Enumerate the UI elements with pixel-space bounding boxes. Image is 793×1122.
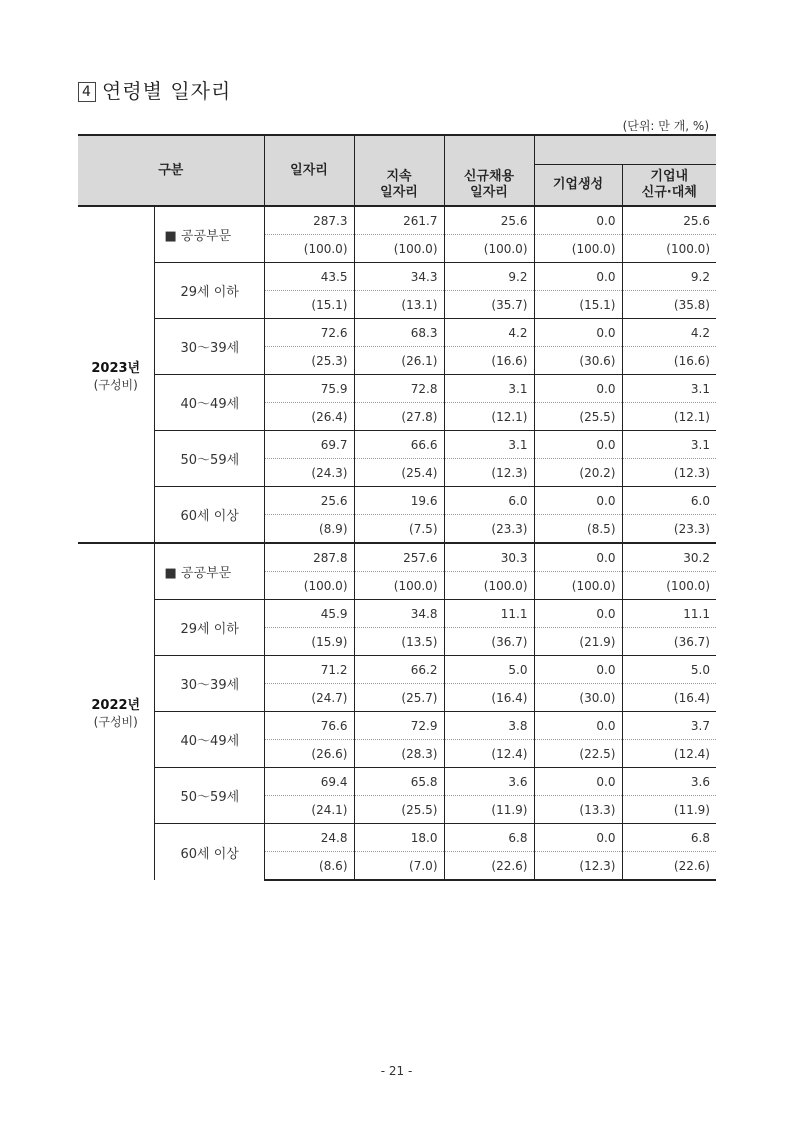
share-cell: (25.5) (354, 796, 444, 824)
value-cell: 287.3 (264, 206, 354, 235)
share-cell: (26.1) (354, 347, 444, 375)
value-cell: 72.8 (354, 375, 444, 403)
table-row (78, 487, 716, 515)
table-row (78, 375, 716, 403)
value-cell: 66.6 (354, 431, 444, 459)
value-cell: 76.6 (264, 712, 354, 740)
value-cell: 0.0 (534, 600, 622, 628)
value-cell: 0.0 (534, 824, 622, 852)
value-cell: 0.0 (534, 768, 622, 796)
share-cell: (36.7) (444, 628, 534, 656)
table-body (78, 206, 716, 880)
share-cell: (100.0) (534, 572, 622, 600)
value-cell: 71.2 (264, 656, 354, 684)
share-cell: (100.0) (444, 235, 534, 263)
value-cell: 0.0 (534, 543, 622, 572)
value-cell: 3.8 (444, 712, 534, 740)
value-cell: 4.2 (622, 319, 716, 347)
value-cell: 0.0 (534, 712, 622, 740)
row-label: 30～39세 (154, 319, 264, 375)
table-row (78, 206, 716, 235)
share-cell: (25.4) (354, 459, 444, 487)
value-cell: 0.0 (534, 431, 622, 459)
share-cell: (100.0) (444, 572, 534, 600)
header-intra-line2: 신규·대체 (641, 185, 697, 200)
value-cell: 3.1 (444, 431, 534, 459)
value-cell: 0.0 (534, 656, 622, 684)
share-cell: (27.8) (354, 403, 444, 431)
share-cell: (100.0) (534, 235, 622, 263)
value-cell: 30.2 (622, 543, 716, 572)
value-cell: 72.6 (264, 319, 354, 347)
header-jobs: 일자리 (264, 135, 354, 206)
share-cell: (36.7) (622, 628, 716, 656)
value-cell: 34.8 (354, 600, 444, 628)
share-cell: (12.4) (622, 740, 716, 768)
row-label: 30～39세 (154, 656, 264, 712)
value-cell: 75.9 (264, 375, 354, 403)
value-cell: 68.3 (354, 319, 444, 347)
row-label: ■ 공공부문 (154, 543, 264, 600)
share-cell: (16.6) (622, 347, 716, 375)
row-label: 60세 이상 (154, 487, 264, 544)
value-cell: 34.3 (354, 263, 444, 291)
share-cell: (8.9) (264, 515, 354, 544)
share-cell: (13.3) (534, 796, 622, 824)
year-cell (78, 543, 154, 880)
value-cell: 3.1 (444, 375, 534, 403)
value-cell: 9.2 (444, 263, 534, 291)
value-cell: 9.2 (622, 263, 716, 291)
section-title-text: 연령별 일자리 (102, 79, 232, 103)
value-cell: 3.7 (622, 712, 716, 740)
share-cell: (12.3) (534, 852, 622, 881)
share-cell: (16.6) (444, 347, 534, 375)
table-row (78, 656, 716, 684)
share-cell: (100.0) (264, 572, 354, 600)
header-new-line1: 신규채용 (463, 169, 515, 184)
share-cell: (30.6) (534, 347, 622, 375)
value-cell: 45.9 (264, 600, 354, 628)
share-cell: (15.1) (534, 291, 622, 319)
row-label: 29세 이하 (154, 600, 264, 656)
share-cell: (13.1) (354, 291, 444, 319)
value-cell: 30.3 (444, 543, 534, 572)
table-row (78, 263, 716, 291)
share-cell: (23.3) (622, 515, 716, 544)
year-sublabel: (구성비) (93, 377, 138, 392)
share-cell: (8.6) (264, 852, 354, 881)
share-cell: (11.9) (444, 796, 534, 824)
page-number: - 21 - (380, 1064, 413, 1078)
section-number-box: 4 (78, 82, 96, 102)
value-cell: 6.8 (622, 824, 716, 852)
value-cell: 4.2 (444, 319, 534, 347)
value-cell: 11.1 (622, 600, 716, 628)
value-cell: 3.6 (622, 768, 716, 796)
value-cell: 3.6 (444, 768, 534, 796)
header-new-line2: 일자리 (470, 185, 508, 200)
header-continued-line2: 일자리 (380, 185, 418, 200)
header-new-sub-blank (534, 135, 716, 165)
share-cell: (22.6) (444, 852, 534, 881)
share-cell: (7.5) (354, 515, 444, 544)
value-cell: 3.1 (622, 375, 716, 403)
share-cell: (12.1) (622, 403, 716, 431)
header-continued (354, 135, 444, 206)
table-row (78, 319, 716, 347)
table-row (78, 824, 716, 852)
value-cell: 6.0 (444, 487, 534, 515)
value-cell: 25.6 (444, 206, 534, 235)
share-cell: (100.0) (354, 572, 444, 600)
year-label: 2023년 (91, 360, 141, 376)
age-jobs-table (78, 134, 716, 881)
share-cell: (12.3) (444, 459, 534, 487)
header-intra-line1: 기업내 (650, 169, 689, 184)
value-cell: 5.0 (444, 656, 534, 684)
value-cell: 0.0 (534, 206, 622, 235)
year-sublabel: (구성비) (93, 715, 138, 729)
value-cell: 19.6 (354, 487, 444, 515)
row-label: 60세 이상 (154, 824, 264, 881)
share-cell: (35.7) (444, 291, 534, 319)
header-new (444, 135, 534, 206)
value-cell: 0.0 (534, 319, 622, 347)
year-cell (78, 206, 154, 543)
share-cell: (7.0) (354, 852, 444, 881)
share-cell: (12.1) (444, 403, 534, 431)
table-row (78, 543, 716, 572)
value-cell: 6.8 (444, 824, 534, 852)
value-cell: 6.0 (622, 487, 716, 515)
value-cell: 69.7 (264, 431, 354, 459)
value-cell: 25.6 (264, 487, 354, 515)
share-cell: (22.6) (622, 852, 716, 881)
share-cell: (12.4) (444, 740, 534, 768)
share-cell: (26.4) (264, 403, 354, 431)
share-cell: (100.0) (264, 235, 354, 263)
value-cell: 261.7 (354, 206, 444, 235)
share-cell: (22.5) (534, 740, 622, 768)
share-cell: (35.8) (622, 291, 716, 319)
share-cell: (15.9) (264, 628, 354, 656)
value-cell: 5.0 (622, 656, 716, 684)
share-cell: (24.7) (264, 684, 354, 712)
value-cell: 69.4 (264, 768, 354, 796)
row-label: 29세 이하 (154, 263, 264, 319)
share-cell: (24.1) (264, 796, 354, 824)
share-cell: (25.3) (264, 347, 354, 375)
value-cell: 11.1 (444, 600, 534, 628)
year-label: 2022년 (91, 698, 141, 713)
value-cell: 3.1 (622, 431, 716, 459)
value-cell: 0.0 (534, 375, 622, 403)
unit-note: (단위: 만 개, %) (622, 119, 709, 133)
share-cell: (21.9) (534, 628, 622, 656)
share-cell: (23.3) (444, 515, 534, 544)
row-label: 40～49세 (154, 712, 264, 768)
share-cell: (100.0) (354, 235, 444, 263)
section-title (78, 75, 231, 104)
share-cell: (20.2) (534, 459, 622, 487)
share-cell: (8.5) (534, 515, 622, 544)
share-cell: (11.9) (622, 796, 716, 824)
table-row (78, 712, 716, 740)
value-cell: 25.6 (622, 206, 716, 235)
value-cell: 43.5 (264, 263, 354, 291)
share-cell: (25.5) (534, 403, 622, 431)
header-continued-line1: 지속 (386, 169, 412, 184)
value-cell: 257.6 (354, 543, 444, 572)
share-cell: (16.4) (622, 684, 716, 712)
share-cell: (24.3) (264, 459, 354, 487)
header-creation: 기업생성 (534, 165, 622, 207)
table-row (78, 600, 716, 628)
share-cell: (26.6) (264, 740, 354, 768)
share-cell: (13.5) (354, 628, 444, 656)
share-cell: (100.0) (622, 572, 716, 600)
value-cell: 72.9 (354, 712, 444, 740)
share-cell: (16.4) (444, 684, 534, 712)
header-category: 구분 (78, 135, 264, 206)
share-cell: (28.3) (354, 740, 444, 768)
table-row (78, 431, 716, 459)
row-label: 50～59세 (154, 431, 264, 487)
value-cell: 0.0 (534, 263, 622, 291)
value-cell: 66.2 (354, 656, 444, 684)
header-intra (622, 165, 716, 207)
share-cell: (30.0) (534, 684, 622, 712)
value-cell: 18.0 (354, 824, 444, 852)
table-row (78, 768, 716, 796)
value-cell: 65.8 (354, 768, 444, 796)
share-cell: (25.7) (354, 684, 444, 712)
row-label: 50～59세 (154, 768, 264, 824)
row-label: ■ 공공부문 (154, 206, 264, 263)
share-cell: (12.3) (622, 459, 716, 487)
value-cell: 0.0 (534, 487, 622, 515)
value-cell: 24.8 (264, 824, 354, 852)
value-cell: 287.8 (264, 543, 354, 572)
row-label: 40～49세 (154, 375, 264, 431)
share-cell: (100.0) (622, 235, 716, 263)
share-cell: (15.1) (264, 291, 354, 319)
